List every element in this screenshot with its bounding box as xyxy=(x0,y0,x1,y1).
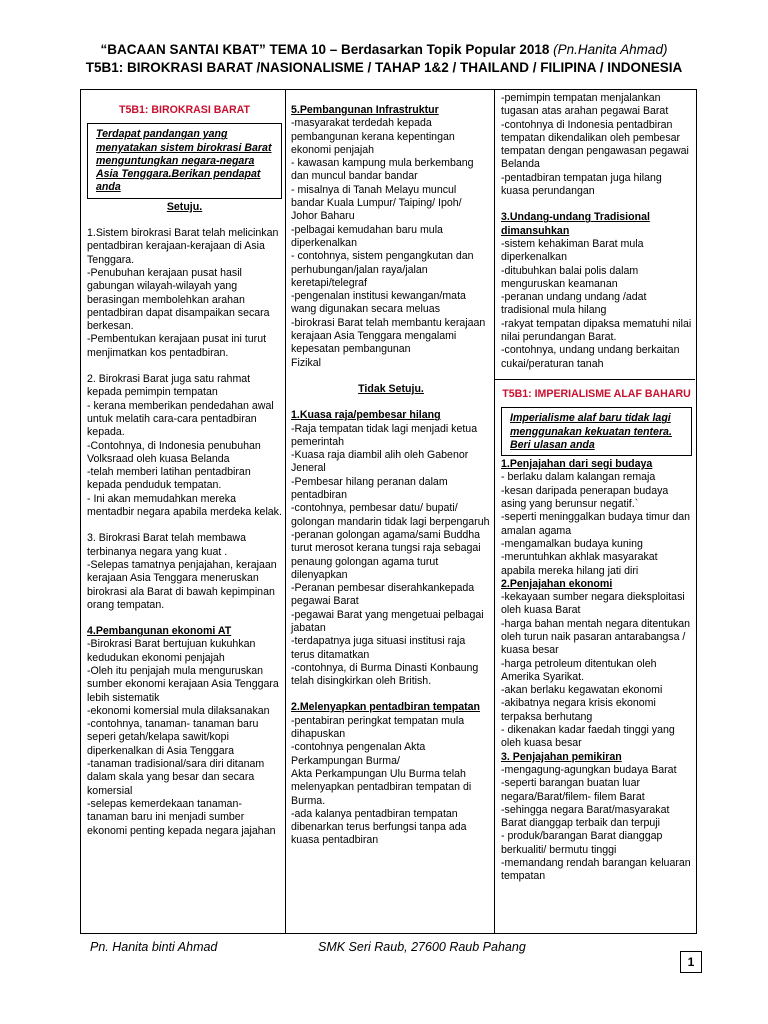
paragraph: -kesan daripada penerapan budaya asing yang berunsur negatif.` xyxy=(501,484,669,511)
paragraph: - dikenakan kadar faedah tinggi yang oleh kuasa besar xyxy=(501,724,675,750)
paragraph: -rakyat tempatan dipaksa mematuhi nilai nilai perundangan Barat. xyxy=(501,317,692,344)
paragraph: -contohnya, pembesar datu/ bupati/ golongan mandarin tidak lagi berpengaruh xyxy=(291,502,490,528)
footer-school: SMK Seri Raub, 27600 Raub Pahang xyxy=(318,940,526,954)
paragraph: -tanaman tradisional/sara diri ditanam dalam skala yang besar dan secara komersial xyxy=(87,758,265,797)
paragraph: - kawasan kampung mula berkembang dan muncul bandar bandar xyxy=(291,157,474,183)
section-heading: 3.Undang-undang Tradisional dimansuhkan xyxy=(501,211,650,237)
paragraph: 2. Birokrasi Barat juga satu rahmat kepada pemimpin tempatan xyxy=(87,373,251,399)
paragraph: -seperti barangan buatan luar negara/Barat/filem- filem Barat xyxy=(501,777,645,803)
section-heading: 1.Penjajahan dari segi budaya xyxy=(501,458,653,471)
paragraph: -pengenalan institusi kewangan/mata wang digunakan secara meluas xyxy=(291,290,466,316)
paragraph: -contohnya, di Burma Dinasti Konbaung telah disingkirkan oleh British. xyxy=(291,661,479,688)
paragraph: - Ini akan memudahkan mereka mentadbir negara apabila merdeka kelak. xyxy=(87,492,282,519)
paragraph: -sistem kehakiman Barat mula diperkenalkan xyxy=(501,237,644,264)
paragraph: -Raja tempatan tidak lagi menjadi ketua pemerintah xyxy=(291,422,478,448)
question-box xyxy=(87,123,282,198)
section-heading: 5.Pembangunan Infrastruktur xyxy=(291,104,439,116)
section-heading: 2.Melenyapkan pentadbiran tempatan xyxy=(291,701,480,714)
paragraph: -Penubuhan kerajaan pusat hasil gabungan wilayah-wilayah yang berasingan membolehkan arahan pentadbiran dapat disampaikan secara berkesan. xyxy=(87,266,270,333)
paragraph: -telah memberi latihan pentadbiran kepada penduduk tempatan. xyxy=(87,466,251,492)
paragraph: -peranan golongan agama/sami Buddha turut merosot kerana tungsi raja sebagai penaung golongan agama turut dilenyapkan xyxy=(291,528,481,581)
paragraph: - kerana memberikan pendedahan awal untuk melatih cara-cara pentadbiran kepada. xyxy=(87,399,274,439)
paragraph: -Pembentukan kerajaan pusat ini turut menjimatkan kos pentadbiran. xyxy=(87,333,267,359)
paragraph: -Pembesar hilang peranan dalam pentadbiran xyxy=(291,475,448,502)
header-line-1 xyxy=(0,42,768,57)
paragraph: -Kuasa raja diambil alih oleh Gabenor Jeneral xyxy=(291,449,469,475)
header-title: “BACAAN SANTAI KBAT” TEMA 10 – Berdasarkan Topik Popular 2018 xyxy=(100,42,550,57)
paragraph: -Birokrasi Barat bertujuan kukuhkan kedudukan ekonomi penjajah xyxy=(87,638,256,664)
paragraph: -Contohnya, di Indonesia penubuhan Volksraad oleh kuasa Belanda xyxy=(87,439,261,465)
footer-author: Pn. Hanita binti Ahmad xyxy=(90,940,218,954)
column-left xyxy=(81,90,286,933)
column-right xyxy=(495,90,695,933)
paragraph: -sehingga negara Barat/masyarakat Barat dianggap terbaik dan terpuji xyxy=(501,803,670,830)
paragraph: -ada kalanya pentadbiran tempatan dibenarkan terus berfungsi tanpa ada kuasa pentadbiran xyxy=(291,807,467,847)
paragraph: -contohnya, undang undang berkaitan cukai/peraturan tanah xyxy=(501,344,680,370)
header-author: (Pn.Hanita Ahmad) xyxy=(553,42,668,57)
paragraph: -contohnya, tanaman- tanaman baru seperi getah/kelapa sawit/kopi diperkenalkan di Asia Tenggara xyxy=(87,718,259,757)
section-title-birokrasi: T5B1: BIROKRASI BARAT xyxy=(118,104,251,116)
paragraph: -peranan undang undang /adat tradisional mula hilang xyxy=(501,291,647,317)
paragraph: -pelbagai kemudahan baru mula diperkenalkan xyxy=(291,223,443,249)
paragraph: - berlaku dalam kalangan remaja xyxy=(501,471,656,484)
question-text: Imperialisme alaf baru tidak lagi menggunakan kekuatan tentera. Beri ulasan anda xyxy=(510,412,672,451)
paragraph: -contohnya di Indonesia pentadbiran tempatan dikendalikan oleh pembesar tempatan dengan pengawasan pegawai Belanda xyxy=(501,118,689,171)
disagree-heading: Tidak Setuju. xyxy=(358,382,424,395)
paragraph: -masyarakat terdedah kepada pembangunan kerana kepentingan ekonomi penjajah xyxy=(291,117,455,156)
content-frame xyxy=(80,89,697,934)
section-heading: 1.Kuasa raja/pembesar hilang xyxy=(291,409,441,422)
section-heading: 3. Penjajahan pemikiran xyxy=(501,750,622,763)
paragraph: -pemimpin tempatan menjalankan tugasan atas arahan pegawai Barat xyxy=(501,92,669,118)
section-title-imperialisme: T5B1: IMPERIALISME ALAF BAHARU xyxy=(502,387,691,400)
paragraph: -akibatnya negara krisis ekonomi terpaksa berhutang xyxy=(501,697,656,723)
section-divider xyxy=(495,379,695,380)
paragraph: -selepas kemerdekaan tanaman-tanaman baru ini menjadi sumber ekonomi penting kepada negara jajahan xyxy=(87,797,276,837)
agree-heading: Setuju. xyxy=(166,200,203,213)
paragraph: -ditubuhkan balai polis dalam menguruskan keamanan xyxy=(501,264,639,290)
paragraph: -mengamalkan budaya kuning xyxy=(501,537,643,550)
paragraph: -memandang rendah barangan keluaran tempatan xyxy=(501,857,691,883)
paragraph: -harga bahan mentah negara ditentukan oleh turun naik pasaran antarabangsa / kuasa besar xyxy=(501,617,691,657)
paragraph: -meruntuhkan akhlak masyarakat apabila mereka hilang jati diri xyxy=(501,551,658,577)
paragraph: Fizikal xyxy=(291,356,322,369)
paragraph: -ekonomi komersial mula dilaksanakan xyxy=(87,704,270,717)
paragraph: -akan berlaku kegawatan ekonomi xyxy=(501,684,663,697)
paragraph: -mengagung-agungkan budaya Barat xyxy=(501,763,677,776)
header-subtitle: T5B1: BIROKRASI BARAT /NASIONALISME / TAHAP 1&2 / THAILAND / FILIPINA / INDONESIA xyxy=(85,60,683,75)
paragraph: - produk/barangan Barat dianggap berkualiti/ bermutu tinggi xyxy=(501,830,663,856)
paragraph: - contohnya, sistem pengangkutan dan perhubungan/jalan raya/jalan keretapi/telegraf xyxy=(291,250,474,289)
paragraph: -Oleh itu penjajah mula menguruskan sumber ekonomi kerajaan Asia Tenggara lebih sistematik xyxy=(87,664,279,704)
paragraph: -harga petroleum ditentukan oleh Amerika Syarikat. xyxy=(501,657,657,683)
question-box xyxy=(501,407,692,456)
paragraph: -pentabiran peringkat tempatan mula dihapuskan xyxy=(291,714,465,741)
section-heading: 2.Penjajahan ekonomi xyxy=(501,577,613,590)
paragraph: 3. Birokrasi Barat telah membawa terbinanya negara yang kuat . xyxy=(87,532,246,558)
paragraph: -seperti meninggalkan budaya timur dan amalan agama xyxy=(501,511,691,537)
section-heading: 4.Pembangunan ekonomi AT xyxy=(87,625,232,638)
question-text: Terdapat pandangan yang menyatakan sistem birokrasi Barat menguntungkan negara-negara Asia Tenggara.Berikan pendapat anda xyxy=(96,128,272,194)
paragraph: -Peranan pembesar diserahkankepada pegawai Barat xyxy=(291,582,475,608)
page-number: 1 xyxy=(680,951,702,973)
paragraph: - misalnya di Tanah Melayu muncul bandar Kuala Lumpur/ Taiping/ Ipoh/ Johor Baharu xyxy=(291,183,462,223)
column-middle xyxy=(286,90,495,933)
paragraph: -birokrasi Barat telah membantu kerajaan kerajaan Asia Tenggara mengalami kepesatan pembangunan xyxy=(291,316,486,356)
paragraph: -Selepas tamatnya penjajahan, kerajaan kerajaan Asia Tenggara meneruskan birokrasi ala Barat di bawah kepimpinan orang tempatan. xyxy=(87,558,277,611)
paragraph: -contohnya pengenalan Akta Perkampungan Burma/ xyxy=(291,741,426,767)
paragraph: Akta Perkampungan Ulu Burma telah melenyapkan pentadbiran tempatan di Burma. xyxy=(291,767,472,807)
paragraph: -terdapatnya juga situasi institusi raja terus ditamatkan xyxy=(291,635,466,661)
paragraph: -pegawai Barat yang mengetuai pelbagai jabatan xyxy=(291,608,484,634)
paragraph: -pentadbiran tempatan juga hilang kuasa perundangan xyxy=(501,171,662,198)
paragraph: -kekayaan sumber negara dieksploitasi oleh kuasa Barat xyxy=(501,591,685,617)
paragraph: 1.Sistem birokrasi Barat telah melicinkan pentadbiran kerajaan-kerajaan di Asia Tenggara. xyxy=(87,227,279,266)
